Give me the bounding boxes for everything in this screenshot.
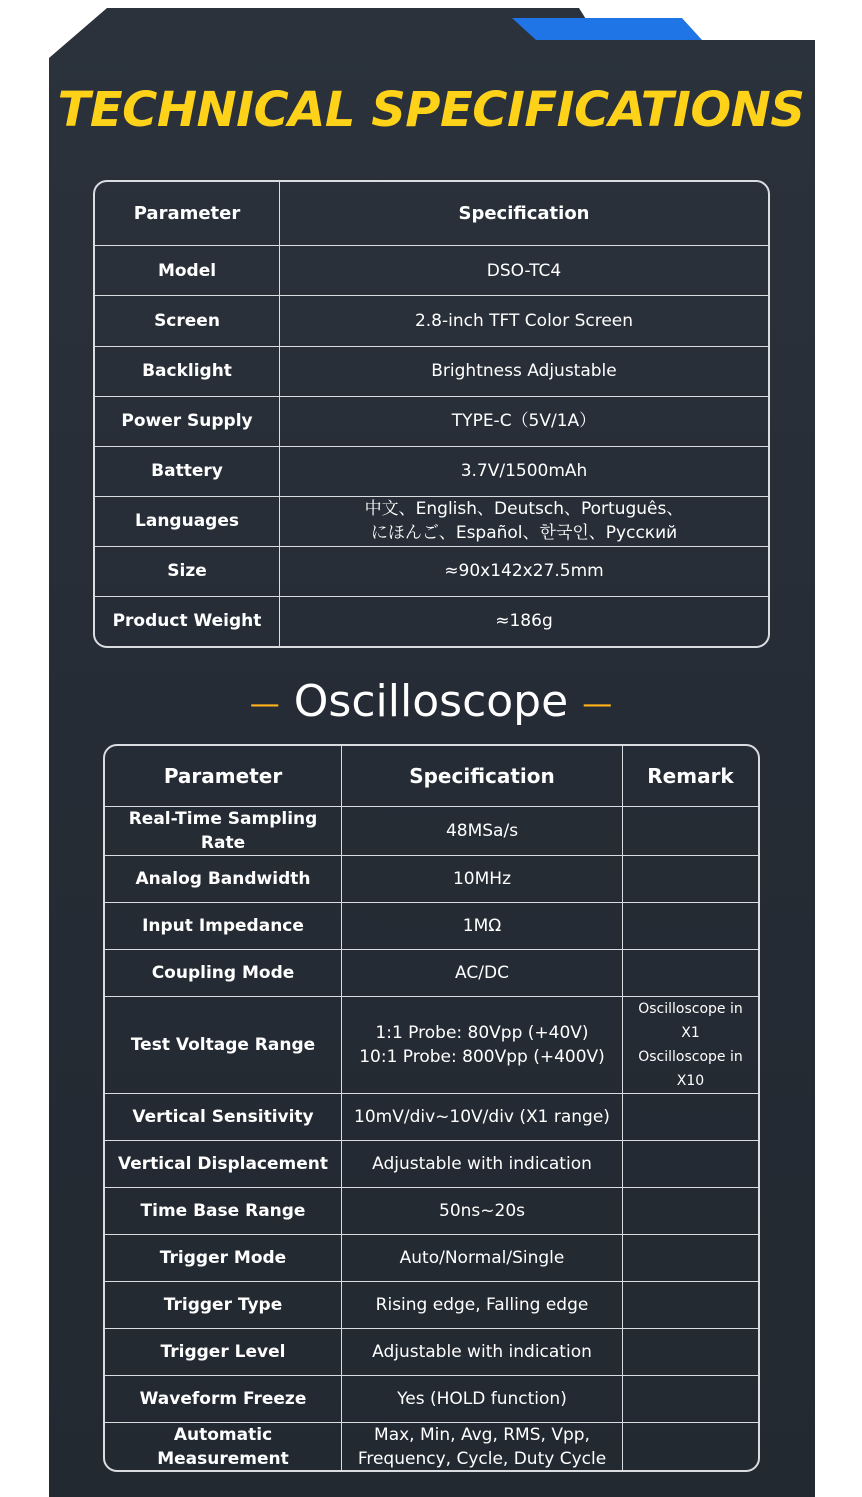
spec-cell: ≈186g (280, 596, 769, 646)
table-row (95, 246, 768, 296)
oscilloscope-spec-table (103, 744, 760, 1472)
header-specification: Specification (280, 182, 769, 246)
param-cell: Battery (95, 446, 280, 496)
header-specification: Specification (342, 746, 623, 807)
spec-cell: 3.7V/1500mAh (280, 446, 769, 496)
remark-cell (623, 997, 759, 1094)
spec-cell (280, 496, 769, 546)
table-row (105, 807, 758, 856)
remark-cell (623, 807, 759, 856)
page-title: TECHNICAL SPECIFICATIONS (57, 82, 805, 138)
accent-tab (512, 18, 702, 40)
remark-cell (623, 1423, 759, 1472)
param-cell: Test Voltage Range (105, 997, 342, 1094)
param-cell: Size (95, 546, 280, 596)
spec-cell: Adjustable with indication (342, 1329, 623, 1376)
table-row (105, 1141, 758, 1188)
param-cell: Input Impedance (105, 903, 342, 950)
param-cell: Power Supply (95, 396, 280, 446)
param-cell: Automatic Measurement (105, 1423, 342, 1472)
table-row (105, 903, 758, 950)
remark-cell (623, 1094, 759, 1141)
header-parameter: Parameter (95, 182, 280, 246)
remark-cell (623, 1329, 759, 1376)
spec-line: Max, Min, Avg, RMS, Vpp, (374, 1425, 590, 1445)
spec-cell: 10mV/div~10V/div (X1 range) (342, 1094, 623, 1141)
remark-line: Oscilloscope in X1 (638, 1001, 743, 1041)
header-remark: Remark (623, 746, 759, 807)
param-cell: Vertical Sensitivity (105, 1094, 342, 1141)
table-row (95, 396, 768, 446)
table-row (105, 950, 758, 997)
spec-cell (342, 1423, 623, 1472)
table-row (105, 1235, 758, 1282)
param-cell: Real-Time Sampling Rate (105, 807, 342, 856)
param-cell: Trigger Mode (105, 1235, 342, 1282)
spec-cell: 2.8-inch TFT Color Screen (280, 296, 769, 346)
spec-line: 10:1 Probe: 800Vpp (+400V) (359, 1047, 605, 1067)
remark-cell (623, 1376, 759, 1423)
spec-line: 中文、English、Deutsch、Português、 (364, 499, 684, 520)
param-cell: Waveform Freeze (105, 1376, 342, 1423)
table-row (105, 1094, 758, 1141)
spec-cell: 50ns~20s (342, 1188, 623, 1235)
table-row (105, 1188, 758, 1235)
table-row (95, 496, 768, 546)
table-row (105, 1376, 758, 1423)
spec-cell: ≈90x142x27.5mm (280, 546, 769, 596)
spec-line: Frequency, Cycle, Duty Cycle (357, 1449, 607, 1469)
table-row (105, 1329, 758, 1376)
table-row (95, 446, 768, 496)
param-cell: Product Weight (95, 596, 280, 646)
param-cell: Screen (95, 296, 280, 346)
spec-line: にほんご、Español、한국인、Русский (370, 523, 678, 544)
table-row (95, 546, 768, 596)
remark-cell (623, 1235, 759, 1282)
param-cell: Time Base Range (105, 1188, 342, 1235)
remark-cell (623, 1188, 759, 1235)
remark-cell (623, 950, 759, 997)
param-cell: Model (95, 246, 280, 296)
remark-cell (623, 1141, 759, 1188)
param-cell: Languages (95, 496, 280, 546)
table-row (105, 1282, 758, 1329)
param-cell: Trigger Level (105, 1329, 342, 1376)
table-row (105, 997, 758, 1094)
spec-cell: 10MHz (342, 856, 623, 903)
remark-cell (623, 1282, 759, 1329)
spec-cell (342, 997, 623, 1094)
oscilloscope-heading-text: Oscilloscope (293, 676, 569, 727)
table-row (105, 1423, 758, 1472)
spec-cell: 48MSa/s (342, 807, 623, 856)
general-spec-table (93, 180, 770, 648)
table-row (95, 296, 768, 346)
param-cell: Backlight (95, 346, 280, 396)
spec-cell: TYPE-C（5V/1A） (280, 396, 769, 446)
dash-left: — (249, 686, 280, 722)
spec-cell: AC/DC (342, 950, 623, 997)
table-row (95, 346, 768, 396)
header-parameter: Parameter (105, 746, 342, 807)
remark-cell (623, 856, 759, 903)
param-cell: Trigger Type (105, 1282, 342, 1329)
param-cell: Coupling Mode (105, 950, 342, 997)
spec-line: 1:1 Probe: 80Vpp (+40V) (375, 1023, 589, 1043)
spec-cell: Adjustable with indication (342, 1141, 623, 1188)
spec-cell: 1MΩ (342, 903, 623, 950)
table-row (105, 856, 758, 903)
table-row (95, 596, 768, 646)
remark-line: Oscilloscope in X10 (638, 1049, 743, 1089)
spec-cell: DSO-TC4 (280, 246, 769, 296)
spec-cell: Rising edge, Falling edge (342, 1282, 623, 1329)
oscilloscope-heading (0, 676, 862, 727)
remark-cell (623, 903, 759, 950)
param-cell: Analog Bandwidth (105, 856, 342, 903)
dash-right: — (582, 686, 613, 722)
spec-cell: Auto/Normal/Single (342, 1235, 623, 1282)
param-cell: Vertical Displacement (105, 1141, 342, 1188)
spec-cell: Brightness Adjustable (280, 346, 769, 396)
spec-cell: Yes (HOLD function) (342, 1376, 623, 1423)
